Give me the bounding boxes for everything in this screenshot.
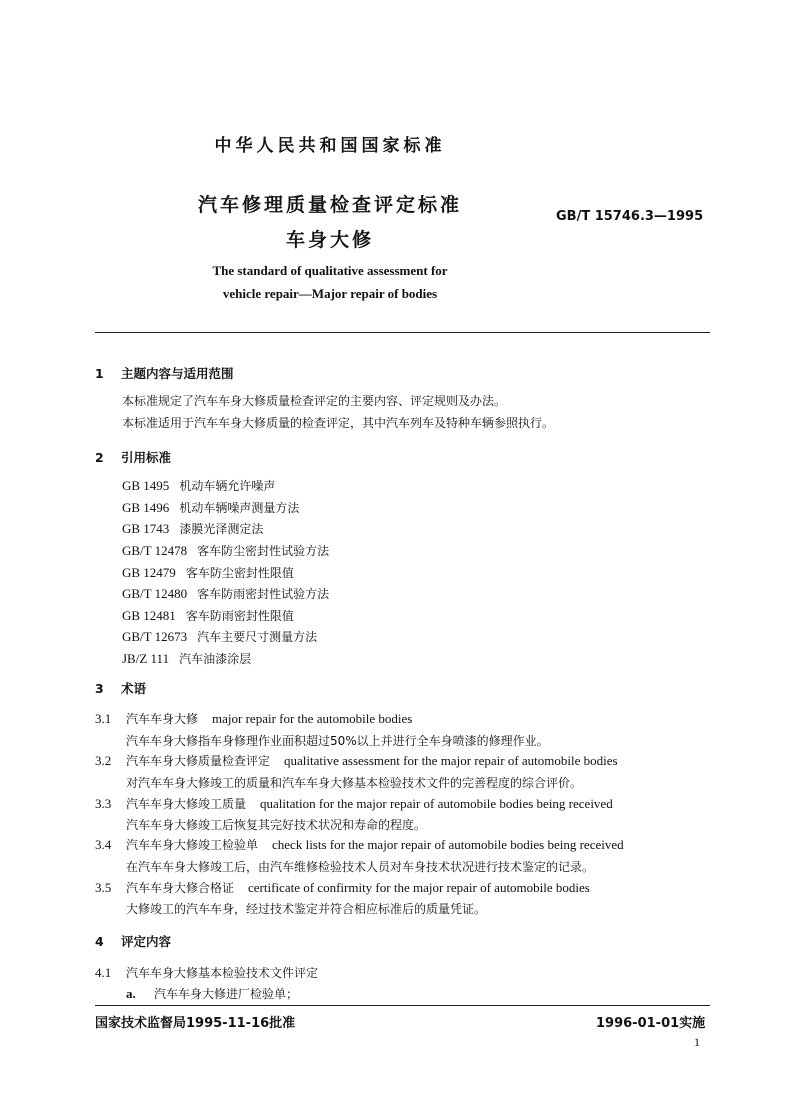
section-number: 4 [95, 934, 104, 949]
reference-item [122, 564, 294, 581]
page-number: 1 [694, 1035, 700, 1049]
subsection-number: 4.1 [95, 965, 112, 980]
english-title-line1: The standard of qualitative assessment for [212, 263, 448, 278]
subsection-heading [95, 964, 318, 981]
reference-item [122, 650, 251, 667]
term-english: major repair for the automobile bodies [212, 711, 413, 726]
section-title: 主题内容与适用范围 [121, 366, 234, 381]
term-chinese: 汽车车身大修竣工检验单 [126, 838, 259, 852]
term-english: qualitative assessment for the major repair of automobile bodies [284, 753, 618, 768]
reference-item [122, 628, 317, 645]
section-title: 评定内容 [121, 934, 172, 949]
term-english: check lists for the major repair of automobile bodies being received [272, 837, 624, 852]
implementation-date: 1996-01-01实施 [596, 1016, 706, 1031]
subsection-title: 汽车车身大修基本检验技术文件评定 [126, 966, 319, 980]
section-1-heading [95, 364, 234, 382]
list-item [126, 985, 298, 1002]
header-divider [95, 332, 710, 333]
term-definition: 汽车车身大修竣工后恢复其完好技术状况和寿命的程度。 [126, 818, 427, 832]
reference-item [122, 607, 294, 624]
reference-name: 机动车辆允许噪声 [179, 479, 276, 493]
reference-code: GB 1495 [122, 478, 170, 493]
term-definition: 汽车车身大修指车身修理作业面积超过50%以上并进行全车身喷漆的修理作业。 [126, 734, 549, 748]
reference-item [122, 499, 299, 516]
reference-name: 漆膜光泽测定法 [179, 522, 264, 536]
term-entry [95, 836, 624, 853]
term-number: 3.3 [95, 796, 112, 811]
item-text: 汽车车身大修进厂检验单； [154, 987, 299, 1001]
section-2-heading [95, 448, 171, 466]
reference-item [122, 520, 263, 537]
reference-item [122, 542, 329, 559]
reference-code: GB/T 12478 [122, 543, 188, 558]
section-number: 1 [95, 366, 104, 381]
reference-code: GB 12481 [122, 608, 176, 623]
term-english: qualitation for the major repair of automobile bodies being received [260, 796, 613, 811]
section-1-paragraph: 本标准规定了汽车车身大修质量检查评定的主要内容、评定规则及办法。 [122, 394, 507, 408]
term-chinese: 汽车车身大修 [126, 712, 199, 726]
english-title-line2: vehicle repair—Major repair of bodies [222, 286, 438, 301]
term-definition: 对汽车车身大修竣工的质量和汽车车身大修基本检验技术文件的完善程度的综合评价。 [126, 776, 583, 790]
term-entry [95, 752, 618, 769]
reference-item [122, 477, 275, 494]
term-chinese: 汽车车身大修质量检查评定 [126, 754, 271, 768]
approval-line: 国家技术监督局1995-11-16批准 [95, 1016, 296, 1031]
term-number: 3.4 [95, 837, 112, 852]
term-number: 3.5 [95, 880, 112, 895]
term-chinese: 汽车车身大修竣工质量 [126, 797, 247, 811]
reference-item [122, 585, 329, 602]
national-standard-heading: 中华人民共和国国家标准 [214, 136, 446, 156]
term-entry [95, 879, 590, 896]
section-title: 引用标准 [121, 450, 172, 465]
section-title: 术语 [121, 681, 147, 696]
term-entry [95, 795, 613, 812]
reference-code: GB/T 12673 [122, 629, 188, 644]
item-label: a. [126, 986, 136, 1001]
term-number: 3.1 [95, 711, 112, 726]
reference-code: GB 1496 [122, 500, 170, 515]
reference-name: 客车防尘密封性试验方法 [197, 544, 330, 558]
reference-name: 机动车辆噪声测量方法 [179, 501, 300, 515]
standard-code: GB/T 15746.3—1995 [556, 209, 704, 224]
document-subtitle: 车身大修 [285, 229, 374, 251]
section-1-paragraph: 本标准适用于汽车车身大修质量的检查评定，其中汽车列车及特种车辆参照执行。 [122, 416, 555, 430]
section-4-heading [95, 932, 171, 950]
term-number: 3.2 [95, 753, 112, 768]
reference-code: JB/Z 111 [122, 651, 170, 666]
section-number: 2 [95, 450, 104, 465]
term-english: certificate of confirmity for the major repair of automobile bodies [248, 880, 590, 895]
reference-code: GB/T 12480 [122, 586, 188, 601]
reference-name: 汽车油漆涂层 [179, 652, 252, 666]
term-entry [95, 710, 412, 727]
reference-name: 客车防尘密封性限值 [185, 566, 294, 580]
term-definition: 在汽车车身大修竣工后，由汽车维修检验技术人员对车身技术状况进行技术鉴定的记录。 [126, 860, 595, 874]
section-3-heading [95, 679, 146, 697]
reference-name: 汽车主要尺寸测量方法 [197, 630, 318, 644]
section-number: 3 [95, 681, 104, 696]
term-chinese: 汽车车身大修合格证 [126, 881, 235, 895]
reference-code: GB 12479 [122, 565, 176, 580]
footer-divider [95, 1005, 710, 1006]
reference-code: GB 1743 [122, 521, 170, 536]
reference-name: 客车防雨密封性限值 [185, 609, 294, 623]
term-definition: 大修竣工的汽车车身，经过技术鉴定并符合相应标准后的质量凭证。 [126, 902, 487, 916]
reference-name: 客车防雨密封性试验方法 [197, 587, 330, 601]
document-title: 汽车修理质量检查评定标准 [197, 194, 462, 216]
